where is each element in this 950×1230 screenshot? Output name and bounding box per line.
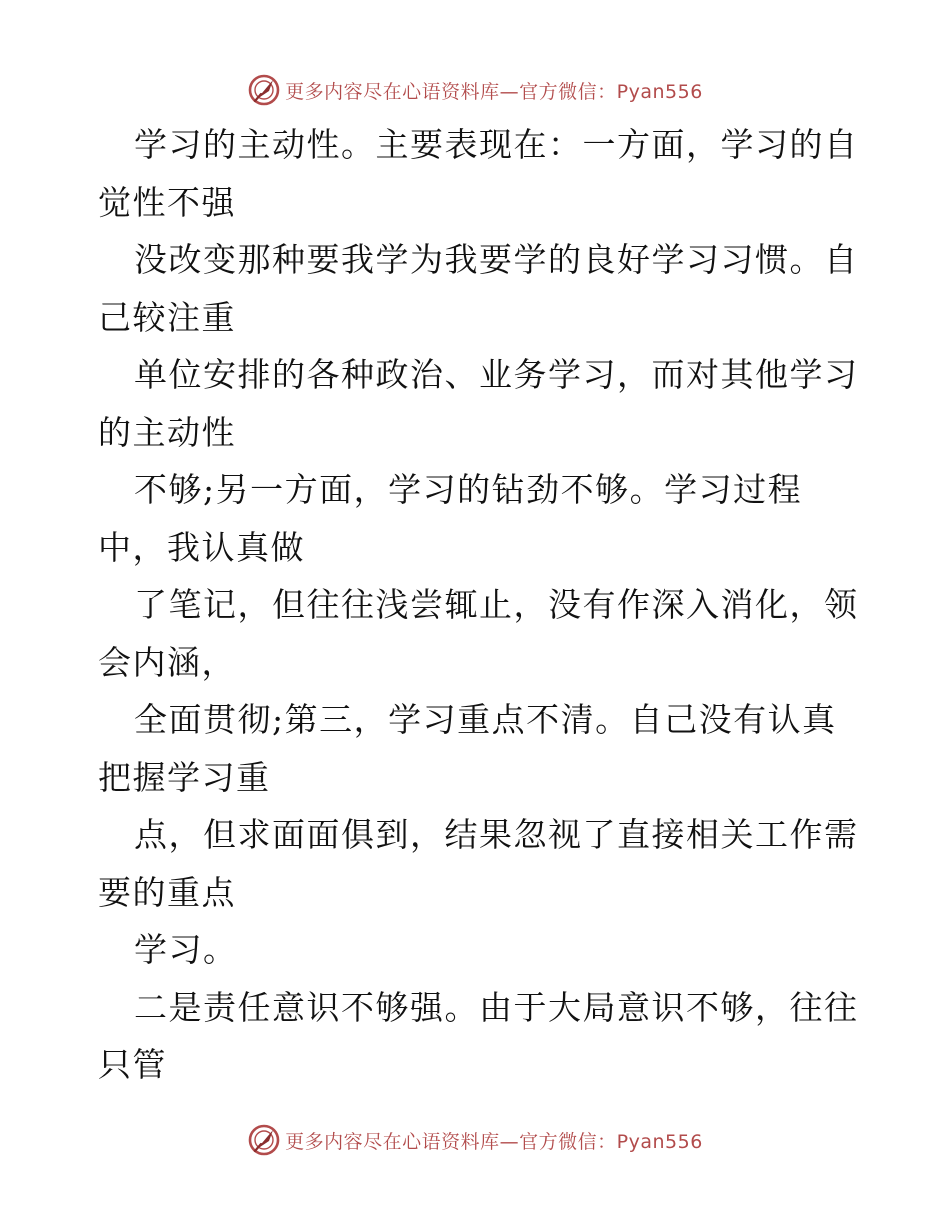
paragraph-4-line-1: 不够;另一方面，学习的钻劲不够。学习过程 [134,470,803,509]
paragraph-2-line-2: 己较注重 [98,297,236,337]
quill-seal-logo-icon [247,73,281,107]
paragraph-3-line-1: 单位安排的各种政治、业务学习，而对其他学习 [134,355,859,394]
banner-text: 更多内容尽在心语资料库—官方微信：Pyan556 [285,1130,703,1153]
paragraph-8-line-1: 学习。 [134,930,238,969]
paragraph-3-line-2: 的主动性 [98,412,236,452]
paragraph-1-line-2: 觉性不强 [98,182,236,222]
paragraph-6-line-2: 把握学习重 [98,757,271,797]
header-banner [0,70,950,110]
paragraph-9-line-2: 只管 [98,1045,167,1084]
paragraph-4-line-2: 中，我认真做 [98,527,305,567]
paragraph-6-line-1: 全面贯彻;第三，学习重点不清。自己没有认真 [134,700,837,739]
paragraph-1-line-1: 学习的主动性。主要表现在：一方面，学习的自 [134,125,859,164]
footer-banner [0,1120,950,1160]
paragraph-2-line-1: 没改变那种要我学为我要学的良好学习习惯。自 [134,240,859,279]
paragraph-9-line-1: 二是责任意识不够强。由于大局意识不够，往往 [134,987,859,1027]
paragraph-5-line-2: 会内涵， [98,642,236,682]
document-body [98,116,858,1094]
banner-text: 更多内容尽在心语资料库—官方微信：Pyan556 [285,80,703,103]
paragraph-5-line-1: 了笔记，但往往浅尝辄止，没有作深入消化，领 [134,585,859,624]
paragraph-7-line-1: 点，但求面面俱到，结果忽视了直接相关工作需 [134,815,859,854]
quill-seal-logo-icon [247,1123,281,1157]
paragraph-7-line-2: 要的重点 [98,872,236,912]
